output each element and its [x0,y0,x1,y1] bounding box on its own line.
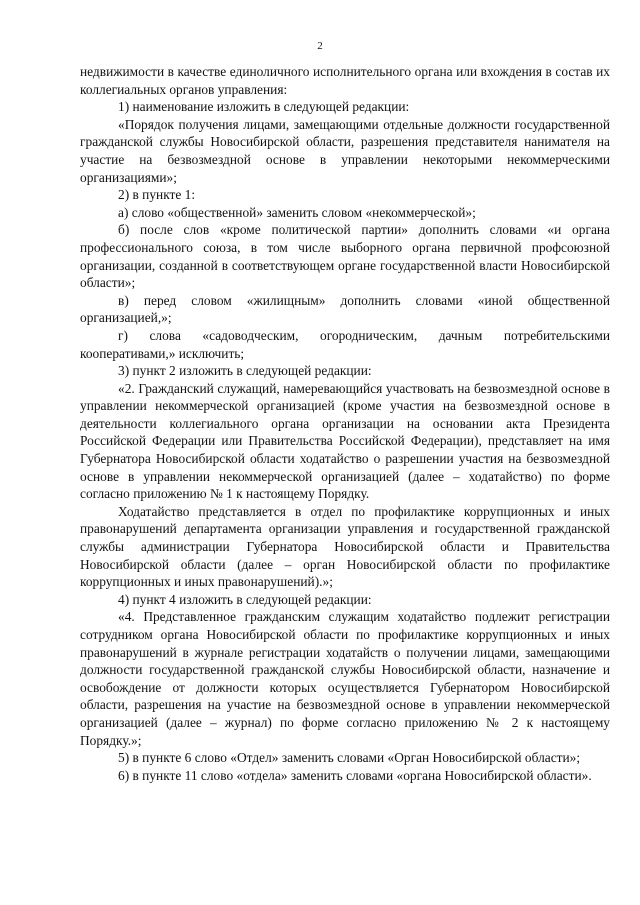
paragraph-item-3-text: «2. Гражданский служащий, намеревающийся участвовать на безвозмездной основе в управлении некоммерческой организацией (кроме участия на безвозмездной основе в деятельности коллегиального органа организации на основании акта Президента Российской Федерации или Правительства Российской Федерации), представляет на имя Губернатора Новосибирской области ходатайство о разрешении участия на безвозмездной основе в управлении некоммерческой организацией (далее – ходатайство) по форме согласно приложению № 1 к настоящему Порядку. [80,380,610,502]
paragraph-item-2v: в) перед словом «жилищным» дополнить словами «иной общественной организацией,»; [80,292,610,326]
paragraph-item-6: 6) в пункте 11 слово «отдела» заменить словами «органа Новосибирской области». [118,767,592,783]
paragraph-item-2a: а) слово «общественной» заменить словом «некоммерческой»; [118,204,476,220]
paragraph-item-2g: г) слова «садоводческим, огородническим, дачным потребительскими кооперативами,» исключить; [80,327,610,361]
paragraph-item-4: 4) пункт 4 изложить в следующей редакции: [118,591,372,607]
paragraph-item-3: 3) пункт 2 изложить в следующей редакции: [118,363,372,379]
paragraph-item-1-text: «Порядок получения лицами, замещающими отдельные должности государственной гражданской службы Новосибирской области, разрешения представителя нанимателя на участие на безвозмездной основе в управлении некоторыми некоммерческими организациями»; [80,116,610,185]
page-number: 2 [317,40,323,52]
paragraph-item-2: 2) в пункте 1: [118,187,196,203]
paragraph-item-2b: б) после слов «кроме политической партии» дополнить словами «и органа профессионального союза, в том числе выборного органа первичной профсоюзной организации, созданной в соответствующем органе государственной власти Новосибирской области»; [80,222,610,291]
paragraph-continuation: недвижимости в качестве единоличного исполнительного органа или вхождения в состав их коллегиальных органов управления: [80,64,610,97]
paragraph-item-4-text: «4. Представленное гражданским служащим ходатайство подлежит регистрации сотрудником органа Новосибирской области по профилактике коррупционных и иных правонарушений в журнале регистрации ходатайств о получении лицами, замещающими должности государственной гражданской службы Новосибирской области, назначение и освобождение от должности которых осуществляется Губернатором Новосибирской области, разрешения на участие на безвозмездной основе в управлении некоммерческой организацией (далее – журнал) по форме согласно приложению № 2 к настоящему Порядку.»; [80,609,610,748]
paragraph-item-1: 1) наименование изложить в следующей редакции: [118,99,410,115]
paragraph-item-5: 5) в пункте 6 слово «Отдел» заменить словами «Орган Новосибирской области»; [118,750,581,766]
document-body [80,63,610,784]
paragraph-item-3-text-cont: Ходатайство представляется в отдел по профилактике коррупционных и иных правонарушений департамента организации управления и государственной гражданской службы администрации Губернатора Новосибирской области и Правительства Новосибирской области (далее – орган Новосибирской области по профилактике коррупционных и иных правонарушений).»; [80,503,610,590]
